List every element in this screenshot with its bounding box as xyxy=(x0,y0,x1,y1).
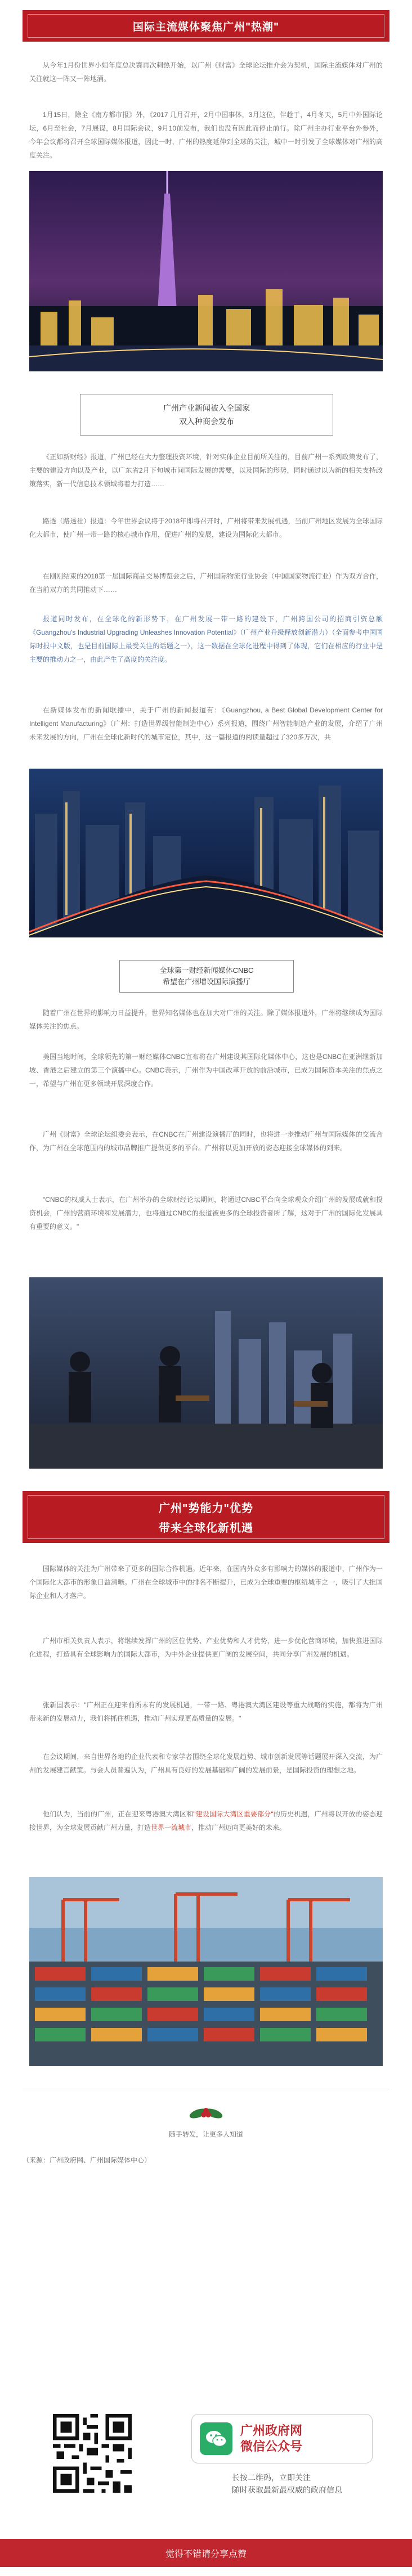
wechat-account-title-line-1: 广州政府网 xyxy=(240,2424,303,2438)
qr-code-icon[interactable] xyxy=(53,2414,132,2493)
source-line: （来源：广州政府网、广州国际媒体中心） xyxy=(23,2156,151,2164)
section3-paragraph-2: 美国当地时间，全球领先的第一财经媒体CNBC宣布将在广州建设其国际化媒体中心，这也是CNBC在亚洲继新加坡、香港之后建立的第三个演播中心。CNBC表示，广州作为中国改革开放的前沿城市，已成为国际资本关注的焦点之一，希望与广州在更多领域开展深度合作。 xyxy=(29,1053,383,1088)
wechat-account-card[interactable] xyxy=(191,2414,373,2463)
section2-paragraph-5: 在新媒体发布的新闻联播中，关于广州的新闻报道有：《Guangzhou, a Best Global Development Center for Intelligent Manufacturing》（广州：打造世界级智能制造中心）系列报道，围绕广州智能制造产业的发展，介绍了广州未来发展的方向，广州在全球化新时代的城市定位，其中，这一篇报道的阅读量超过了320多万次，共 xyxy=(29,706,383,741)
holly-ornament-icon xyxy=(178,2102,234,2125)
follow-prompt-line-1: 长按二维码，立即关注 xyxy=(232,2473,311,2482)
section4-title-line-2: 带来全球化新机遇 xyxy=(159,1522,253,1534)
share-caption: 随手转发，让更多人知道 xyxy=(168,2130,243,2138)
section4-paragraph-3: 张新国表示："广州正在迎来前所未有的发展机遇，一带一路、粤港澳大湾区建设等重大战略的实施，都将为广州带来新的发展动力，我们将抓住机遇，推动广州实现更高质量的发展。" xyxy=(29,1701,383,1722)
wechat-account-title-line-2: 微信公众号 xyxy=(240,2439,303,2453)
caption-1-line-2: 双入种商会发布 xyxy=(179,417,234,426)
canton-tower-night-image xyxy=(29,171,383,371)
section4-banner xyxy=(23,1491,389,1543)
section4-paragraph-2: 广州市相关负责人表示，将继续发挥广州的区位优势、产业优势和人才优势，进一步优化营商环境，加快推进国际化进程，打造具有全球影响力的国际大都市，为中外企业提供更广阔的发展空间，共同分享广州发展的机遇。 xyxy=(29,1637,383,1658)
follow-prompt xyxy=(232,2471,342,2496)
photo-canton-tower xyxy=(29,171,383,371)
caption-1-line-1: 广州产业新闻被入全国家 xyxy=(163,403,250,412)
photo-cnbc-stage xyxy=(29,1277,383,1469)
section3-paragraph-3: 广州《财富》全球论坛组委会表示，在CNBC在广州建设演播厅的同时，也将进一步推动广州与国际媒体的交流合作，为广州在全球范围内的城市品牌推广提供更多的平台。广州将以更加开放的姿态迎接全球媒体的到来。 xyxy=(29,1130,383,1152)
section2-paragraph-2: 路透（路透社）报道：今年世界会议将于2018年即将召开时，广州将带来发展机遇，当前广州地区发展为全球国际化大都市，使广州一带一路的核心城市作用，促进广州的发展，建设为国际化大都市。 xyxy=(29,517,383,538)
section4-paragraph-1: 国际媒体的关注为广州带来了更多的国际合作机遇。近年来，在国内外众多有影响力的媒体的报道中，广州作为一个国际化大都市的形象日益清晰。广州在全球城市中的排名不断提升，已成为全球重要的枢纽城市之一，吸引了大批国际企业和人才落户。 xyxy=(29,1565,383,1600)
cnbc-stage-image xyxy=(29,1277,383,1469)
caption-1 xyxy=(80,394,333,436)
caption-2-line-2: 希望在广州增设国际演播厅 xyxy=(162,977,250,986)
photo-city-night xyxy=(29,769,383,937)
section1-paragraph-2: 1月15日，除全《南方都市报》外，《2017 几月召开，2月中国事体，3月这位，伴趁于，4月冬天，5月中外国际论坛，6月至社会，7月展谋，8月国际会议，9月10前发布，我们也没有因此而停止前行。除广州主办行业平台外参外，今年会议都将召开全球国际媒体报道，因此一时，广州的热度延伸到全球的关注，城中一时引发了全球媒体对广州的高度关注。 xyxy=(29,111,383,159)
share-like-bar[interactable]: 觉得不错请分享点赞 xyxy=(0,2539,412,2567)
section2-paragraph-4: 报道同时发布，在全球化的新形势下，在广州发展一带一路的建设下，广州跨国公司的招商引资总额《Guangzhou's Industrial Upgrading Unleashes Innovation Potential》（广州产业升级释放创新潜力）（全面参考中国国际时报中文版，也是目前国际上最受关注的话题之一），这一数据在全球化进程中得到了体现，它们在相应的行业中是主要的推动力之一，由此产生了高度的关注度。 xyxy=(29,615,383,663)
section1-banner xyxy=(23,10,389,42)
container-port-image xyxy=(29,1877,383,2066)
wechat-logo-icon xyxy=(200,2422,232,2455)
section4-title-line-1: 广州"势能力"优势 xyxy=(159,1502,253,1515)
section4-paragraph-5: 他们认为，当前的广州，正在迎来粤港澳大湾区和"建设国际大湾区重要部分"的历史机遇，广州将以开放的姿态迎接世界，为全球发展贡献广州力量，打造世界一流城市，推动广州迈向更美好的未来。 xyxy=(29,1810,383,1832)
section4-paragraph-4: 在会议期间，来自世界各地的企业代表和专家学者围绕全球化发展趋势、城市创新发展等话题展开深入交流，为广州的发展建言献策。与会人员普遍认为，广州具有良好的发展基础和广阔的发展前景，是国际投资的理想之地。 xyxy=(29,1753,383,1774)
section2-paragraph-1: 《正如新财经》报道，广州已经在大力整理投资环境，针对实体企业目前所关注的，目前广州一系列政策发布了，主要的建设方向以及产业，以广东省2月下旬城市间国际发展的需要，以及国际的形势，同时通过以为新的相关支持政策落实，新一代信息技术领域将着力打造…… xyxy=(29,453,383,488)
follow-prompt-line-2: 随时获取最新最权威的政府信息 xyxy=(232,2485,342,2494)
section2-paragraph-3: 在刚刚结束的2018第一届国际商品交易博览会之后，广州国际物流行业协会（中国国家物流行业）作为双方合作，在当前双方的共同推动下…… xyxy=(29,572,383,594)
photo-port xyxy=(29,1877,383,2066)
caption-2-line-1: 全球第一财经新闻媒体CNBC xyxy=(159,966,254,975)
section1-title: 国际主流媒体聚焦广州"热潮" xyxy=(28,14,384,38)
section3-paragraph-1: 随着广州在世界的影响力日益提升，世界知名媒体也在加大对广州的关注。除了媒体报道外，广州将继续成为国际媒体关注的焦点。 xyxy=(29,1009,383,1030)
section3-paragraph-4: "CNBC的权威人士表示，在广州举办的全球财经论坛期间，将通过CNBC平台向全球观众介绍广州的发展成就和投资机会，广州的营商环境和发展潜力，也将通过CNBC的报道被更多的全球投资者所了解，这对于广州的国际化发展具有重要的意义。" xyxy=(29,1196,383,1231)
caption-2 xyxy=(119,960,294,993)
section1-paragraph-1: 从今年1月份世界小姐年度总决赛再次刺热开始，以广州《财富》全球论坛推介会为契机，国际主流媒体对广州的关注就这一阵又一阵地涌。 xyxy=(29,61,383,83)
city-night-image xyxy=(29,769,383,937)
